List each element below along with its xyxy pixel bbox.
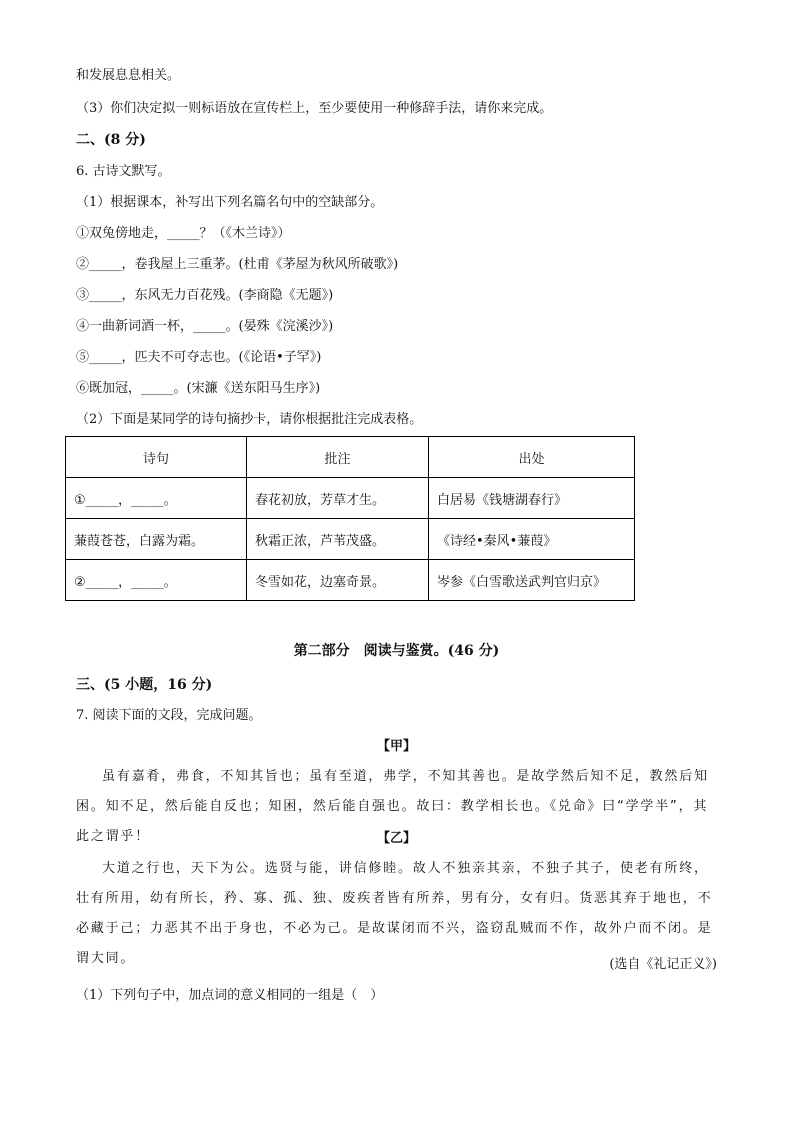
part-2-title: 第二部分 阅读与鉴赏。(46 分) <box>293 643 500 659</box>
table-cell: 白居易《钱塘湖春行》 <box>429 478 635 519</box>
table-row <box>66 519 635 560</box>
table-row <box>66 560 635 601</box>
table-cell: 《诗经•秦风•蒹葭》 <box>429 519 635 560</box>
text-line: 和发展息息相关。 <box>76 68 181 83</box>
fill-item-5: ⑤_____，匹夫不可夺志也。(《论语•子罕》) <box>76 350 322 365</box>
question-6-1: （1）根据课本，补写出下列名篇名句中的空缺部分。 <box>76 195 384 210</box>
passage-jia-label: 【甲】 <box>376 739 416 754</box>
passage-jia-text: 虽有嘉肴，弗食，不知其旨也；虽有至道，弗学，不知其善也。是故学然后知不足，教然后知困。知不足，然后能自反也；知困，然后能自强也。故曰：教学相长也。《兑命》曰“学学半”，其此之谓乎！ <box>76 769 709 844</box>
passage-source: (选自《礼记正义》) <box>609 957 717 972</box>
fill-item-2: ②_____，卷我屋上三重茅。(杜甫《茅屋为秋风所破歌》) <box>76 257 399 272</box>
question-7-1: （1）下列句子中，加点词的意义相同的一组是（ ） <box>76 988 384 1003</box>
passage-yi-label: 【乙】 <box>376 831 416 846</box>
table-header-cell: 诗句 <box>66 437 247 478</box>
fill-item-6: ⑥既加冠，_____。(宋濂《送东阳马生序》) <box>76 381 321 396</box>
table-cell: ①_____，_____。 <box>66 478 247 519</box>
question-7: 7. 阅读下面的文段，完成问题。 <box>76 708 262 723</box>
fill-item-4: ④一曲新词酒一杯，_____。(晏殊《浣溪沙》) <box>76 319 334 334</box>
section-3-heading: 三、(5 小题，16 分) <box>76 677 213 693</box>
table-header-cell: 出处 <box>429 437 635 478</box>
table-row <box>66 478 635 519</box>
fill-item-1: ①双兔傍地走，_____？（《木兰诗》） <box>76 226 291 241</box>
question-6: 6. 古诗文默写。 <box>76 164 171 179</box>
table-cell: 春花初放，芳草才生。 <box>247 478 429 519</box>
table-cell: 岑参《白雪歌送武判官归京》 <box>429 560 635 601</box>
table-header-row <box>66 437 635 478</box>
passage-yi-text: 大道之行也，天下为公。选贤与能，讲信修睦。故人不独亲其亲，不独子其子，使老有所终，壮有所用，幼有所长，矜、寡、孤、独、废疾者皆有所养，男有分，女有归。货恶其弃于地也，不必藏于己；力恶其不出于身也，不必为己。是故谋闭而不兴，盗窃乱贼而不作，故外户而不闭。是谓大同。 <box>76 861 713 966</box>
table-cell: 秋霜正浓，芦苇茂盛。 <box>247 519 429 560</box>
fill-item-3: ③_____，东风无力百花残。(李商隐《无题》) <box>76 288 334 303</box>
question-6-2: （2）下面是某同学的诗句摘抄卡，请你根据批注完成表格。 <box>76 412 423 427</box>
table-header-cell: 批注 <box>247 437 429 478</box>
poem-table <box>65 436 635 601</box>
table-cell: 蒹葭苍苍，白露为霜。 <box>66 519 247 560</box>
table-cell: 冬雪如花，边塞奇景。 <box>247 560 429 601</box>
table-cell: ②_____，_____。 <box>66 560 247 601</box>
section-2-heading: 二、(8 分) <box>76 132 146 148</box>
question-3: （3）你们决定拟一则标语放在宣传栏上，至少要使用一种修辞手法，请你来完成。 <box>76 101 553 116</box>
